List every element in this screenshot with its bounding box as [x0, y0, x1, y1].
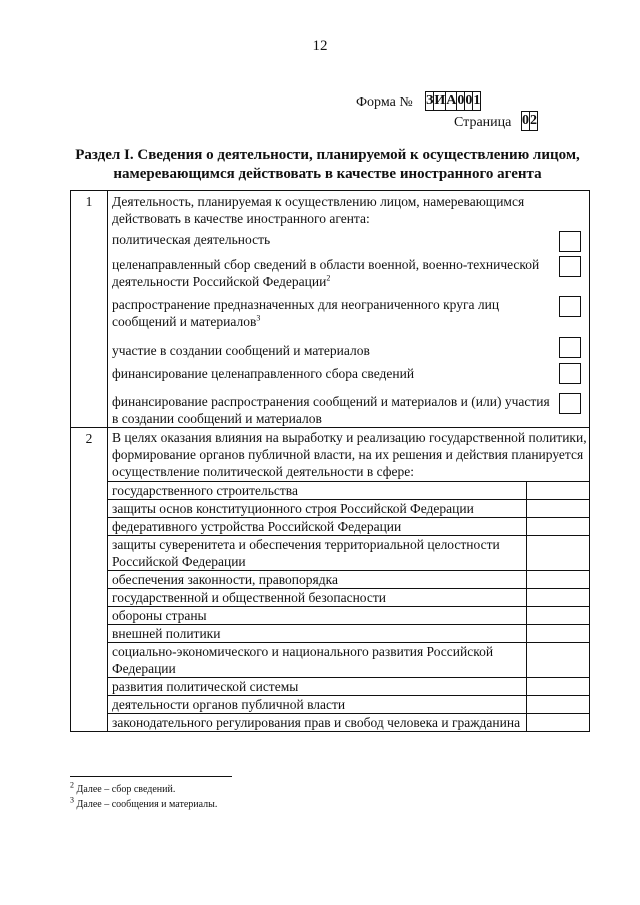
policy-area-label: законодательного регулирования прав и свобод человека и гражданина — [108, 714, 527, 732]
policy-area-checkbox[interactable] — [527, 536, 590, 571]
question-content — [108, 191, 590, 428]
policy-area-label: защиты основ конституционного строя Российской Федерации — [108, 500, 527, 518]
policy-area-checkbox[interactable] — [527, 518, 590, 536]
option-label: финансирование распространения сообщений и материалов и (или) участия в создании сообщений и материалов — [112, 394, 550, 426]
page-code-cell: 2 — [530, 112, 538, 131]
footnote-divider — [70, 776, 232, 777]
checkbox[interactable] — [559, 393, 581, 414]
form-code-boxes — [425, 91, 481, 111]
policy-area-label: федеративного устройства Российской Федерации — [108, 518, 527, 536]
policy-area-checkbox[interactable] — [527, 714, 590, 732]
policy-area-row[interactable] — [108, 482, 589, 500]
option-label: финансирование целенаправленного сбора сведений — [112, 366, 415, 381]
footnote-text: Далее – сообщения и материалы. — [76, 799, 218, 810]
policy-area-checkbox[interactable] — [527, 625, 590, 643]
option-political-activity[interactable] — [108, 231, 589, 252]
option-text: целенаправленный сбор сведений в области военной, военно-технической деятельности Российской Федерации — [112, 257, 540, 289]
policy-area-checkbox[interactable] — [527, 696, 590, 714]
policy-area-checkbox[interactable] — [527, 589, 590, 607]
question-row-1 — [71, 191, 590, 428]
option-label: политическая деятельность — [112, 232, 271, 247]
footnote-mark: 3 — [256, 313, 261, 323]
policy-area-label: внешней политики — [108, 625, 527, 643]
policy-area-row[interactable] — [108, 589, 589, 607]
policy-area-row[interactable] — [108, 625, 589, 643]
page-label: Страница — [454, 115, 512, 130]
checkbox[interactable] — [559, 296, 581, 317]
form-code-cell: А — [446, 92, 457, 111]
form-number-label: Форма № — [356, 95, 413, 110]
form-code-cell: 1 — [473, 92, 481, 111]
policy-area-row[interactable] — [108, 678, 589, 696]
option-label: участие в создании сообщений и материалов — [112, 343, 370, 358]
policy-area-checkbox[interactable] — [527, 643, 590, 678]
policy-area-row[interactable] — [108, 571, 589, 589]
form-code-cell: 0 — [465, 92, 473, 111]
policy-area-label: государственного строительства — [108, 482, 527, 500]
policy-area-row[interactable] — [108, 607, 589, 625]
footnote-mark: 3 — [70, 795, 74, 805]
policy-area-label: обороны страны — [108, 607, 527, 625]
question-title: В целях оказания влияния на выработку и реализацию государственной политики, формирование органов публичной власти, на их решения и действия планируется осуществление политической деятельности в сфере: — [112, 430, 587, 479]
form-code-cell: 0 — [457, 92, 465, 111]
page-number: 12 — [312, 38, 328, 54]
activity-table — [70, 190, 590, 732]
option-label — [112, 296, 559, 330]
option-military-info-collection[interactable] — [108, 256, 589, 290]
policy-area-label: государственной и общественной безопасности — [108, 589, 527, 607]
policy-area-label: обеспечения законности, правопорядка — [108, 571, 527, 589]
question-content — [108, 428, 590, 732]
policy-areas-table — [108, 481, 589, 731]
checkbox[interactable] — [559, 337, 581, 358]
policy-area-checkbox[interactable] — [527, 482, 590, 500]
policy-area-checkbox[interactable] — [527, 500, 590, 518]
option-materials-creation[interactable] — [108, 336, 589, 359]
policy-area-row[interactable] — [108, 696, 589, 714]
page-code-cell: 0 — [522, 112, 530, 131]
question-title: Деятельность, планируемая к осуществлению лицом, намеревающимся действовать в качестве иностранного агента: — [112, 194, 525, 226]
policy-area-checkbox[interactable] — [527, 678, 590, 696]
checkbox[interactable] — [559, 231, 581, 252]
policy-area-label: защиты суверенитета и обеспечения территориальной целостности Российской Федерации — [108, 536, 527, 571]
policy-area-row[interactable] — [108, 518, 589, 536]
form-code-cell: И — [434, 92, 446, 111]
footnote — [70, 795, 218, 811]
section-title: Раздел I. Сведения о деятельности, планируемой к осуществлению лицом, намеревающимся действовать в качестве иностранного агента — [75, 147, 580, 182]
option-label — [112, 256, 559, 290]
option-materials-distribution[interactable] — [108, 296, 589, 330]
option-distribution-funding[interactable] — [108, 393, 589, 427]
footnote-mark: 2 — [326, 273, 331, 283]
form-code-cell: З — [426, 92, 434, 111]
policy-area-label: развития политической системы — [108, 678, 527, 696]
policy-area-row[interactable] — [108, 536, 589, 571]
question-number: 2 — [71, 428, 108, 732]
checkbox[interactable] — [559, 363, 581, 384]
policy-area-checkbox[interactable] — [527, 571, 590, 589]
footnote-mark: 2 — [70, 780, 74, 790]
page-code-boxes — [521, 111, 538, 131]
policy-area-row[interactable] — [108, 500, 589, 518]
option-info-collection-funding[interactable] — [108, 363, 589, 384]
policy-area-label: социально-экономического и национального развития Российской Федерации — [108, 643, 527, 678]
policy-area-row[interactable] — [108, 714, 589, 732]
option-text: распространение предназначенных для неограниченного круга лиц сообщений и материалов — [112, 297, 500, 329]
footnote — [70, 780, 176, 796]
question-row-2 — [71, 428, 590, 732]
policy-area-checkbox[interactable] — [527, 607, 590, 625]
policy-area-row[interactable] — [108, 643, 589, 678]
question-number: 1 — [71, 191, 108, 428]
checkbox[interactable] — [559, 256, 581, 277]
policy-area-label: деятельности органов публичной власти — [108, 696, 527, 714]
footnote-text: Далее – сбор сведений. — [76, 784, 176, 795]
